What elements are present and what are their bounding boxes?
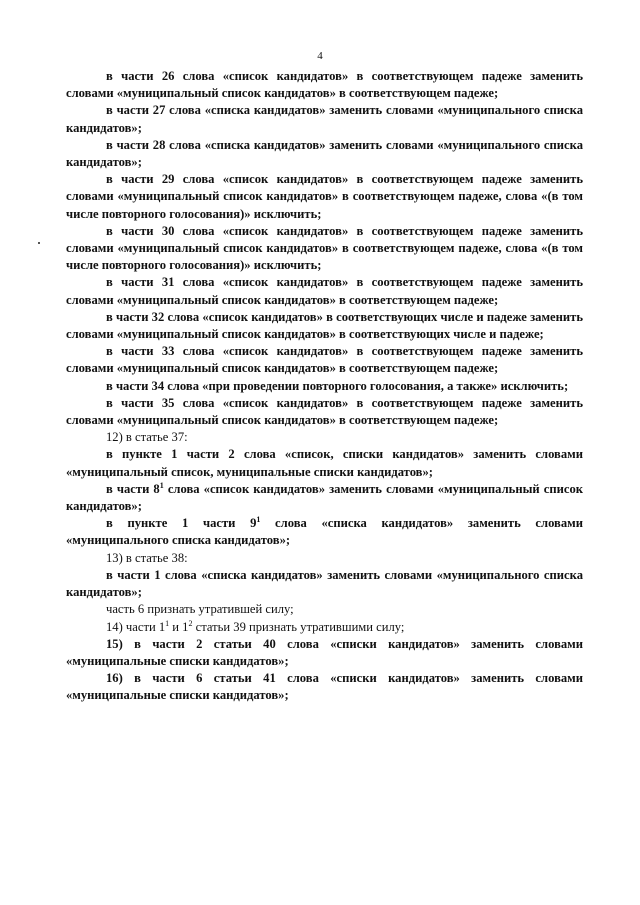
paragraph-part-35: в части 35 слова «список кандидатов» в соответствующем падеже заменить словами «муниципальный список кандидатов» в соответствующем падеже;: [66, 395, 583, 428]
superscript: 1: [165, 618, 170, 628]
paragraph-part-28: в части 28 слова «списка кандидатов» заменить словами «муниципального списка кандидатов»;: [66, 137, 583, 170]
superscript: 1: [159, 480, 164, 490]
paragraph-37-point-1-part-2: в пункте 1 части 2 слова «список, списки кандидатов» заменить словами «муниципальный список, муниципальные списки кандидатов»;: [66, 447, 583, 479]
text-fragment: слова «список кандидатов» заменить словами «муниципальный список кандидатов»;: [66, 481, 584, 514]
paragraph-part-29: в части 29 слова «список кандидатов» в соответствующем падеже заменить словами «муниципальный список кандидатов» в соответствующем падеже, слова «(в том числе повторного голосования)» исключить;: [66, 172, 583, 221]
text-fragment: в части 8: [106, 481, 160, 496]
paragraph-37-point-1-part-9-1: [66, 515, 583, 549]
paragraph-part-31: в части 31 слова «список кандидатов» в соответствующем падеже заменить словами «муниципальный список кандидатов» в соответствующем падеже;: [66, 275, 583, 307]
paragraph-item-16: 16) в части 6 статьи 41 слова «списки кандидатов» заменить словами «муниципальные списки кандидатов»;: [66, 671, 583, 703]
paragraph-part-26: в части 26 слова «список кандидатов» в соответствующем падеже заменить словами «муниципальный список кандидатов» в соответствующем падеже;: [66, 69, 583, 101]
paragraph-part-27: в части 27 слова «списка кандидатов» заменить словами «муниципального списка кандидатов»;: [66, 103, 583, 135]
text-fragment: 14) части 1: [106, 619, 166, 634]
superscript: 1: [256, 515, 261, 525]
paragraph-part-30: в части 30 слова «список кандидатов» в соответствующем падеже заменить словами «муниципальный список кандидатов» в соответствующем падеже, слова «(в том числе повторного голосования)» исключить;: [66, 223, 583, 273]
paragraph-38-part-1: в части 1 слова «списка кандидатов» заменить словами «муниципального списка кандидатов»;: [66, 567, 583, 600]
paragraph-part-32: в части 32 слова «список кандидатов» в соответствующих числе и падеже заменить словами «муниципальный список кандидатов» в соответствующих числе и падеже;: [66, 309, 583, 342]
paragraph-item-14: [66, 619, 583, 636]
text-fragment: и 1: [169, 619, 189, 634]
text-fragment: слова «списка кандидатов» заменить словами «муниципального списка кандидатов»;: [66, 516, 583, 548]
scan-speck: [38, 242, 40, 244]
paragraph-item-15: 15) в части 2 статьи 40 слова «списки кандидатов» заменить словами «муниципальные списки кандидатов»;: [66, 636, 583, 668]
text-fragment: в пункте 1 части 9: [106, 516, 257, 531]
paragraph-37-part-8-1: [66, 481, 583, 515]
paragraph-item-13-heading: 13) в статье 38:: [106, 550, 188, 565]
page-number: 4: [317, 50, 323, 62]
superscript: 2: [188, 618, 193, 628]
paragraph-item-12-heading: 12) в статье 37:: [106, 430, 188, 445]
paragraph-part-33: в части 33 слова «список кандидатов» в соответствующем падеже заменить словами «муниципальный список кандидатов» в соответствующем падеже;: [66, 344, 583, 376]
paragraph-part-34: в части 34 слова «при проведении повторного голосования, а также» исключить;: [106, 378, 569, 393]
paragraph-38-part-6: часть 6 признать утратившей силу;: [106, 602, 294, 617]
document-body: [66, 68, 583, 705]
text-fragment: статьи 39 признать утратившими силу;: [192, 619, 405, 634]
